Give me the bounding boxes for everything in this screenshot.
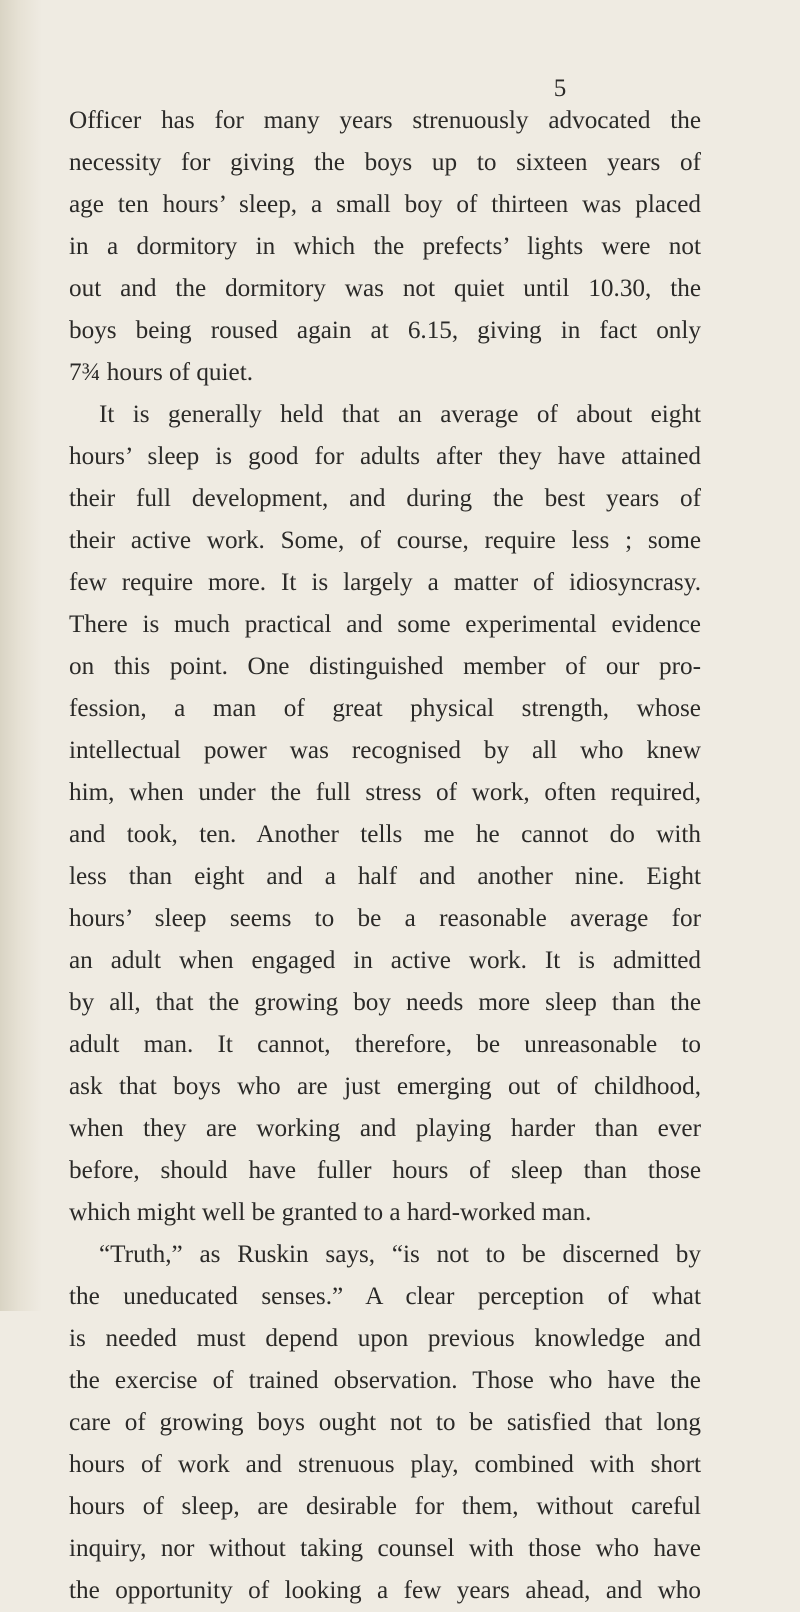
text-line: There is much practical and some experimental evidence: [69, 611, 701, 638]
text-line: and took, ten. Another tells me he cannot do with: [69, 821, 701, 848]
text-line: care of growing boys ought not to be satisfied that long: [69, 1409, 701, 1436]
text-line: age ten hours’ sleep, a small boy of thirteen was placed: [69, 191, 701, 218]
text-line: inquiry, nor without taking counsel with those who have: [69, 1535, 701, 1562]
paragraph-start: It is generally held that an average of about eight: [99, 401, 701, 428]
text-line: few require more. It is largely a matter of idiosyncrasy.: [69, 569, 701, 596]
text-line: boys being roused again at 6.15, giving in fact only: [69, 317, 701, 344]
text-line: necessity for giving the boys up to sixteen years of: [69, 149, 701, 176]
text-line: ask that boys who are just emerging out of childhood,: [69, 1073, 701, 1100]
text-line: hours of work and strenuous play, combined with short: [69, 1451, 701, 1478]
page-number: 5: [553, 75, 567, 102]
page-edge-shadow: [0, 0, 42, 1311]
text-line: out and the dormitory was not quiet until 10.30, the: [69, 275, 701, 302]
text-line: the uneducated senses.” A clear perception of what: [69, 1283, 701, 1310]
text-line: intellectual power was recognised by all who knew: [69, 737, 701, 764]
body-text: [69, 100, 701, 1612]
text-line: the exercise of trained observation. Those who have the: [69, 1367, 701, 1394]
text-line: hours’ sleep is good for adults after they have attained: [69, 443, 701, 470]
text-line: the opportunity of looking a few years ahead, and who: [69, 1577, 701, 1604]
text-line: 7¾ hours of quiet.: [69, 359, 253, 386]
text-line: their full development, and during the best years of: [69, 485, 701, 512]
paragraph-start: “Truth,” as Ruskin says, “is not to be discerned by: [99, 1241, 701, 1268]
text-line: in a dormitory in which the prefects’ lights were not: [69, 233, 701, 260]
text-line: when they are working and playing harder than ever: [69, 1115, 701, 1142]
text-line: which might well be granted to a hard-worked man.: [69, 1199, 592, 1226]
text-line: on this point. One distinguished member of our pro-: [69, 653, 701, 680]
text-line: is needed must depend upon previous knowledge and: [69, 1325, 701, 1352]
text-line: hours of sleep, are desirable for them, without careful: [69, 1493, 701, 1520]
text-line: adult man. It cannot, therefore, be unreasonable to: [69, 1031, 701, 1058]
text-line: by all, that the growing boy needs more sleep than the: [69, 989, 701, 1016]
text-line: an adult when engaged in active work. It is admitted: [69, 947, 701, 974]
text-line: less than eight and a half and another nine. Eight: [69, 863, 701, 890]
text-line: Officer has for many years strenuously advocated the: [69, 107, 701, 134]
text-line: fession, a man of great physical strength, whose: [69, 695, 701, 722]
text-line: hours’ sleep seems to be a reasonable average for: [69, 905, 701, 932]
text-line: their active work. Some, of course, require less ; some: [69, 527, 701, 554]
text-line: before, should have fuller hours of sleep than those: [69, 1157, 701, 1184]
text-line: him, when under the full stress of work, often required,: [69, 779, 701, 806]
